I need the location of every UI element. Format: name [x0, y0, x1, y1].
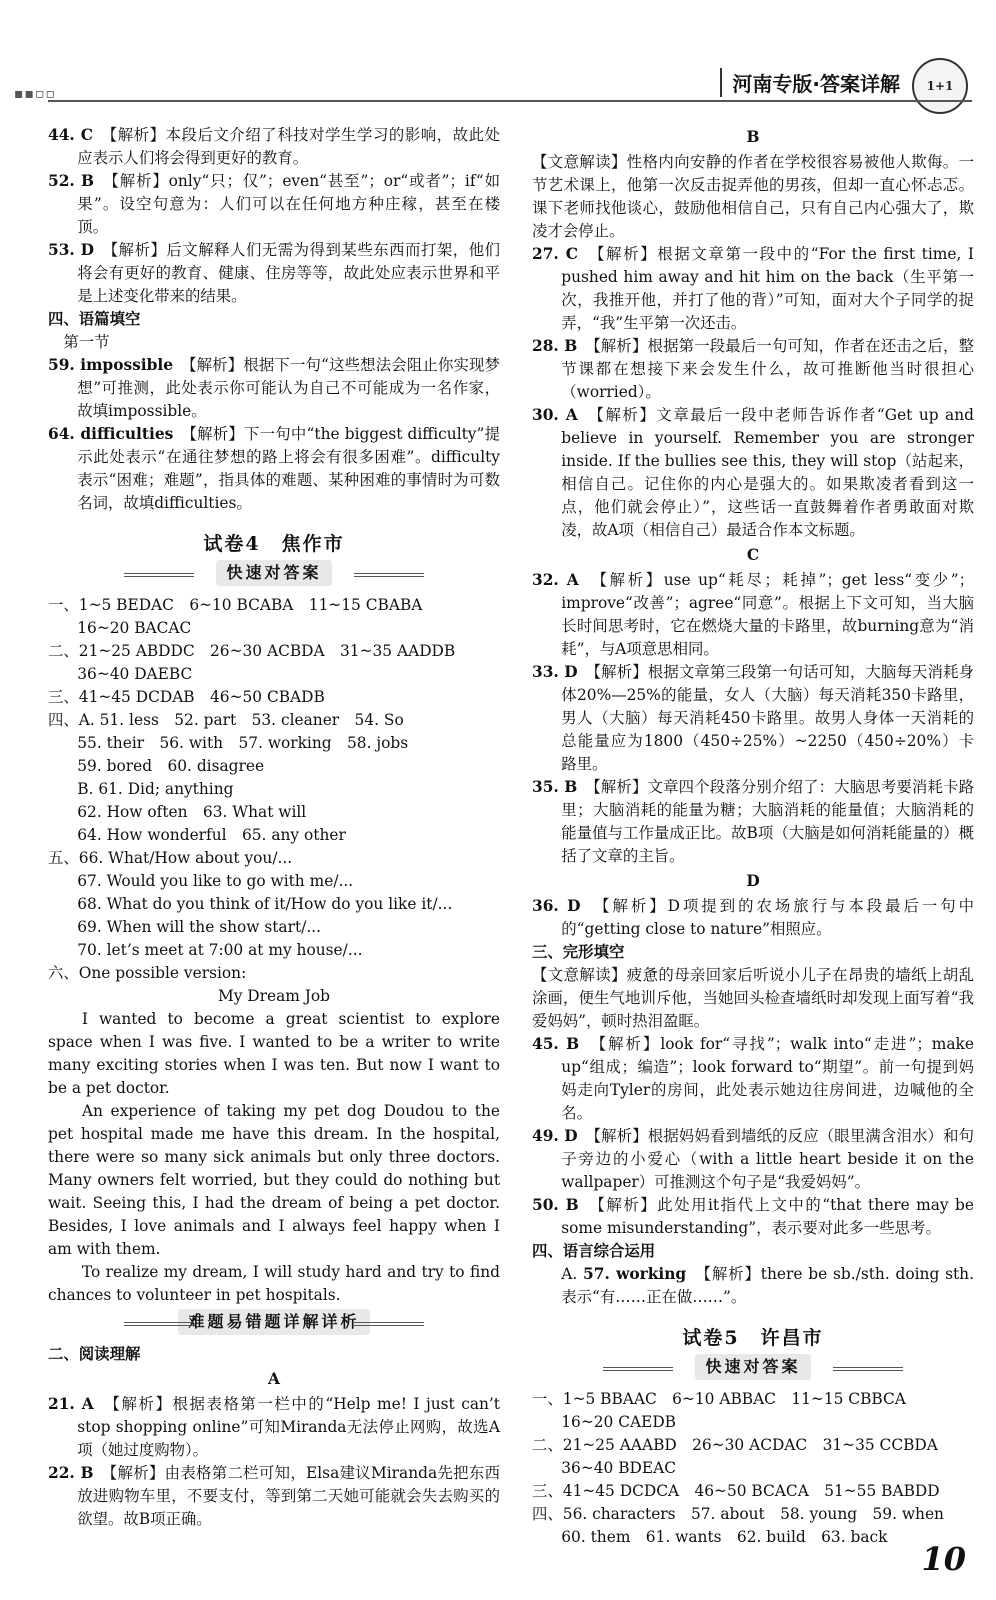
answer-item: 35. B 【解析】文章四个段落分别介绍了：大脑思考要消耗卡路里；大脑消耗的能量为糖；大脑消耗的能量值；大脑消耗的能量值与工作量成正比。故B项（大脑是如何消耗能量的）概括了文章的主旨。: [532, 778, 974, 865]
answer-line: 55. their 56. with 57. working 58. jobs: [77, 734, 409, 752]
section-banner: [124, 560, 424, 588]
answer-item: 30. A 【解析】文章最后一段中老师告诉作者“Get up and believe in yourself. Remember you are stronger inside. If the bullies see this, they will stop（站起来，相信自己。记住你的内心是强大的。如果欺凌者看到这一点，他们就会停止）”，这些话一直鼓舞着作者勇敢面对欺凌，故A项（相信自己）最适合作本文标题。: [532, 406, 974, 539]
text-line: 三、41~45 DCDCA 46~50 BCACA 51~55 BABDD: [532, 1482, 940, 1500]
answer-item: 50. B 【解析】此处用it指代上文中的“that there may be some misunderstanding”，表示要对此多一些思考。: [532, 1196, 974, 1237]
banner-label: 快速对答案: [216, 560, 331, 586]
text-line: 一、1~5 BBAAC 6~10 ABBAC 11~15 CBBCA: [532, 1390, 906, 1408]
text-line: 【文意解读】性格内向安静的作者在学校很容易被他人欺侮。一节艺术课上，他第一次反击捉弄他的男孩，但却一直心怀忐忑。课下老师找他谈心，鼓励他相信自己，只有自己内心强大了，欺凌才会停止。: [532, 153, 974, 240]
banner-label: 快速对答案: [695, 1354, 810, 1380]
text-line: 一、1~5 BEDAC 6~10 BCABA 11~15 CBABA: [48, 596, 423, 614]
essay-paragraph: To realize my dream, I will study hard and try to find chances to volunteer in pet hospitals.: [48, 1263, 500, 1304]
section-banner: [603, 1354, 903, 1382]
answer-line: 67. Would you like to go with me/...: [77, 872, 354, 890]
text-line: 二、阅读理解: [48, 1345, 141, 1363]
answer-item: 49. D 【解析】根据妈妈看到墙纸的反应（眼里满含泪水）和句子旁边的小爱心（with a little heart beside it on the wallpaper）可推测这个句子是“我爱妈妈”。: [532, 1127, 974, 1191]
left-column: [48, 124, 500, 1531]
answer-item: 21. A 【解析】根据表格第一栏中的“Help me! I just can’t stop shopping online”可知Miranda无法停止网购，故选A项（她过度购物）。: [48, 1395, 500, 1459]
essay-title: My Dream Job: [217, 987, 331, 1005]
brand-logo: [912, 58, 968, 114]
text-line: 二、21~25 AAABD 26~30 ACDAC 31~35 CCBDA: [532, 1436, 938, 1454]
passage-letter: C: [746, 546, 760, 564]
answer-line: 59. bored 60. disagree: [77, 757, 265, 775]
right-column: [532, 124, 974, 1549]
text-line: 四、语言综合运用: [532, 1242, 656, 1260]
answer-line: 16~20 BACAC: [77, 619, 192, 637]
header-divider: [48, 100, 972, 102]
section-title: 试卷5 许昌市: [682, 1327, 824, 1349]
answer-line: 69. When will the show start/...: [77, 918, 321, 936]
section-title: 试卷4 焦作市: [203, 533, 345, 555]
answer-item: 36. D 【解析】D项提到的农场旅行与本段最后一句中的“getting close to nature”相照应。: [532, 897, 974, 938]
text-line: 【文意解读】疲惫的母亲回家后听说小儿子在昂贵的墙纸上胡乱涂画，便生气地训斥他，当她回头检查墙纸时却发现上面写着“我爱妈妈”，顿时热泪盈眶。: [532, 966, 974, 1030]
text-line: 四、语篇填空: [48, 310, 141, 328]
text-line: 三、完形填空: [532, 943, 625, 961]
answer-item: 44. C 【解析】本段后文介绍了科技对学生学习的影响，故此处应表示人们将会得到更好的教育。: [48, 126, 500, 167]
text-line: 四、56. characters 57. about 58. young 59. when: [532, 1505, 944, 1523]
answer-item: 52. B 【解析】only“只；仅”；even“甚至”；or“或者”；if“如果”。设空句意为：人们可以在任何地方种庄稼，甚至在楼顶。: [48, 172, 500, 236]
passage-letter: B: [746, 128, 760, 146]
answer-line: 70. let’s meet at 7:00 at my house/...: [77, 941, 363, 959]
answer-item: 59. impossible 【解析】根据下一句“这些想法会阻止你实现梦想”可推测，此处表示你可能认为自己不可能成为一名作家，故填impossible。: [48, 356, 501, 420]
answer-line: 36~40 DAEBC: [77, 665, 193, 683]
answer-item: 45. B 【解析】look for“寻找”；walk into“走进”；make up“组成；编造”；look forward to“期望”。前一句提到妈妈走向Tyler的房间，此处表示她边往房间进，边喊他的全名。: [532, 1035, 974, 1122]
answer-item: 22. B 【解析】由表格第二栏可知，Elsa建议Miranda先把东西放进购物车里，不要支付，等到第二天她可能就会失去购买的欲望。故B项正确。: [48, 1464, 500, 1528]
text-line: 六、One possible version:: [48, 964, 247, 982]
answer-item: 64. difficulties 【解析】下一句中“the biggest difficulty”提示此处表示“在通往梦想的路上将会有很多困难”。difficulty表示“困难；难题”，指具体的难题、某种困难的事情时为可数名词，故填difficulties。: [48, 425, 500, 512]
text-line: 五、66. What/How about you/...: [48, 849, 293, 867]
answer-line: B. 61. Did; anything: [77, 780, 234, 798]
banner-label: 难题易错题详解详析: [178, 1309, 369, 1335]
answer-item: 33. D 【解析】根据文章第三段第一句话可知，大脑每天消耗身体20%—25%的能量，女人（大脑）每天消耗350卡路里，男人（大脑）每天消耗450卡路里。故男人身体一天消耗的总能量应为1800（450÷25%）~2250（450÷20%）卡路里。: [532, 663, 974, 773]
essay-paragraph: I wanted to become a great scientist to explore space when I was five. I wanted to be a writer to write many exciting stories when I was ten. But now I want to be a pet doctor.: [48, 1010, 500, 1097]
page-header: [0, 0, 996, 100]
answer-item: 27. C 【解析】根据文章第一段中的“For the first time, I pushed him away and hit him on the back（生平第一次，我推开他，并打了他的背）”可知，面对大个子同学的捉弄，“我”生平第一次还击。: [532, 245, 974, 332]
answer-line: 68. What do you think of it/How do you like it/...: [77, 895, 453, 913]
section-banner: [124, 1309, 424, 1337]
answer-line: A. 57. working 【解析】there be sb./sth. doing sth. 表示“有……正在做……”。: [561, 1265, 974, 1306]
text-line: 四、A. 51. less 52. part 53. cleaner 54. So: [48, 711, 404, 729]
answer-line: 64. How wonderful 65. any other: [77, 826, 346, 844]
passage-letter: A: [268, 1370, 280, 1388]
answer-line: 16~20 CAEDB: [561, 1413, 676, 1431]
header-title: 河南专版·答案详解: [720, 68, 900, 97]
answer-line: 62. How often 63. What will: [77, 803, 307, 821]
text-line: 三、41~45 DCDAB 46~50 CBADB: [48, 688, 325, 706]
answer-line: 60. them 61. wants 62. build 63. back: [561, 1528, 888, 1546]
answer-item: 28. B 【解析】根据第一段最后一句可知，作者在还击之后，整节课都在想接下来会发生什么，故可推断他当时很担心（worried）。: [532, 337, 974, 401]
answer-line: 36~40 BDEAC: [561, 1459, 676, 1477]
passage-letter: D: [746, 872, 760, 890]
page-number: 10: [921, 1540, 966, 1578]
text-line: 二、21~25 ABDDC 26~30 ACBDA 31~35 AADDB: [48, 642, 456, 660]
essay-paragraph: An experience of taking my pet dog Doudou to the pet hospital made me have this dream. In the hospital, there were so many sick animals but only three doctors. Many owners felt worried, but they could do nothing but wait. Seeing this, I had the dream of being a pet doctor. Besides, I love animals and I always feel happy when I am with them.: [48, 1102, 500, 1258]
answer-item: 53. D 【解析】后文解释人们无需为得到某些东西而打架，他们将会有更好的教育、健康、住房等等，故此处应表示世界和平是上述变化带来的结果。: [48, 241, 500, 305]
header-dots: ▪▪▫▫: [14, 86, 56, 102]
logo-text: 1+1: [926, 79, 954, 93]
text-line: 第一节: [48, 333, 110, 351]
answer-item: 32. A 【解析】use up“耗尽；耗掉”；get less“变少”；improve“改善”；agree“同意”。根据上下文可知，当大脑长时间思考时，它在燃烧大量的卡路里，故burning意为“消耗”，与A项意思相同。: [532, 571, 974, 658]
